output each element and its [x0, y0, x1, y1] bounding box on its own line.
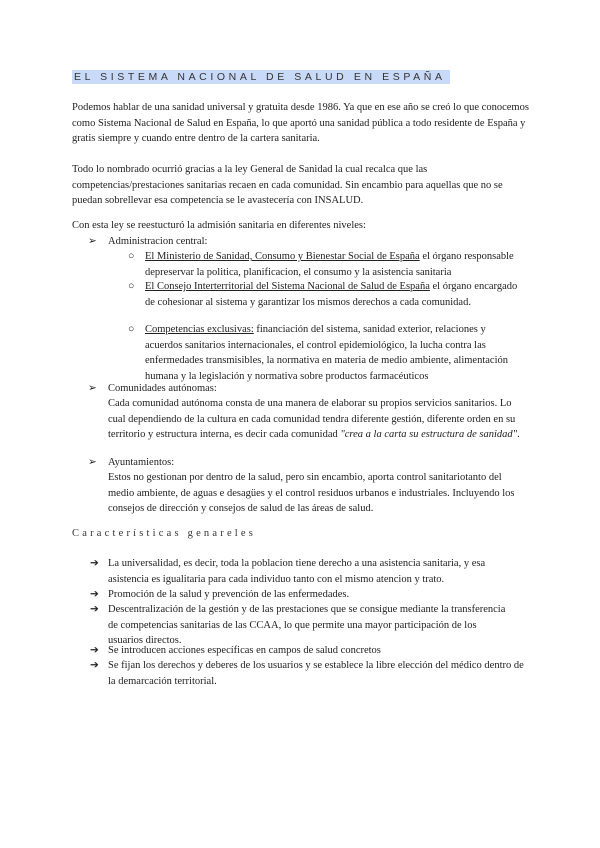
- feature-item: Promoción de la salud y prevención de las enfermedades.: [108, 589, 350, 600]
- arrow-bullet-icon: ➢: [88, 383, 97, 394]
- competencias-link-text: Competencias exclusivas:: [145, 324, 254, 335]
- feature-item: Se introducen acciones específicas en campos de salud concretos: [108, 645, 381, 656]
- autonomas-quote: "crea a la carta su estructura de sanidad": [340, 429, 518, 440]
- competencias-description: financiación del sistema, sanidad exterior, relaciones y acuerdos sanitarios internacionales, el control epidemiológico, la lucha contra las enfermedades transmisibles, la normativa en materia de medio ambiente, alimentación humana y la legislación y normativa sobre productos farmacéuticos: [145, 324, 508, 382]
- arrow-right-icon: ➔: [90, 645, 99, 656]
- ministerio-link-text: El Ministerio de Sanidad, Consumo y Bienestar Social de España: [145, 251, 420, 262]
- section-subtitle: Características genareles: [72, 528, 257, 539]
- autonomas-text: Cada comunidad autónoma consta de una manera de elaborar su propios servicios sanitarios. Lo cual dependiendo de la cultura en cada comunidad tendra diferente gestión, diferente orden en su territorio y estructura interna, es decir cada comunidad: [108, 398, 516, 440]
- circle-bullet-icon: ○: [128, 281, 135, 292]
- central-item-ministerio: [145, 249, 525, 280]
- intro-paragraph-3: Con esta ley se reestucturó la admisión sanitaria en diferentes niveles:: [72, 220, 366, 231]
- arrow-right-icon: ➔: [90, 558, 99, 569]
- autonomas-description: [108, 396, 526, 443]
- level-central-label: Administracion central:: [108, 236, 208, 247]
- feature-item: La universalidad, es decir, toda la poblacion tiene derecho a una asistencia sanitaria, y esa asistencia es igualitaria para cada individuo tanto con el mismo atencion y trato.: [108, 558, 486, 585]
- circle-bullet-icon: ○: [128, 324, 135, 335]
- autonomas-end: .: [517, 429, 520, 440]
- consejo-description: el órgano encargado de cohesionar al sistema y garantizar los mismos derechos a cada comunidad.: [145, 281, 518, 308]
- ayuntamientos-description: Estos no gestionan por dentro de la salud, pero sin encambio, aporta control sanitariotanto del medio ambiente, de aguas e desagües y el control residuos urbanos e industriales. Incluyendo los consejos de dirección y consejos de salud de las áreas de salud.: [108, 472, 515, 514]
- arrow-right-icon: ➔: [90, 660, 99, 671]
- arrow-right-icon: ➔: [90, 589, 99, 600]
- consejo-link-text: El Consejo Interterritorial del Sistema Nacional de Salud de España: [145, 281, 430, 292]
- arrow-bullet-icon: ➢: [88, 236, 97, 247]
- arrow-bullet-icon: ➢: [88, 457, 97, 468]
- ministerio-description: el órgano responsable depreservar la politica, planificacion, el consumo y la asistencia sanitaria: [145, 251, 514, 278]
- feature-item: Se fijan los derechos y deberes de los usuarios y se establece la libre elección del médico dentro de la demarcación territorial.: [108, 660, 524, 687]
- central-item-consejo: [145, 279, 525, 310]
- page-title: EL SISTEMA NACIONAL DE SALUD EN ESPAÑA: [72, 70, 450, 84]
- circle-bullet-icon: ○: [128, 251, 135, 262]
- level-ayuntamientos-label: Ayuntamientos:: [108, 457, 175, 468]
- central-item-competencias: [145, 322, 525, 384]
- arrow-right-icon: ➔: [90, 604, 99, 615]
- intro-paragraph-1: Podemos hablar de una sanidad universal y gratuita desde 1986. Ya que en ese año se creó lo que conocemos como Sistema Nacional de Salud en España, lo que aportó una sanidad pública a todo residente de España y gratis siempre y cuando entre dentro de la cartera sanitaria.: [72, 102, 529, 144]
- level-autonomas-label: Comunidades autónomas:: [108, 383, 217, 394]
- intro-paragraph-2: Todo lo nombrado ocurrió gracias a la ley General de Sanidad la cual recalca que las competencias/prestaciones sanitarias recaen en cada comunidad. Sin encambio para aquellas que no se puedan sobrellevar esa competencia se le avastecería con INSALUD.: [72, 164, 503, 206]
- feature-item: Descentralización de la gestión y de las prestaciones que se consigue mediante la transferencia de competencias sanitarias de las CCAA, lo que permite una mayor participación de los usuarios directos.: [108, 604, 506, 646]
